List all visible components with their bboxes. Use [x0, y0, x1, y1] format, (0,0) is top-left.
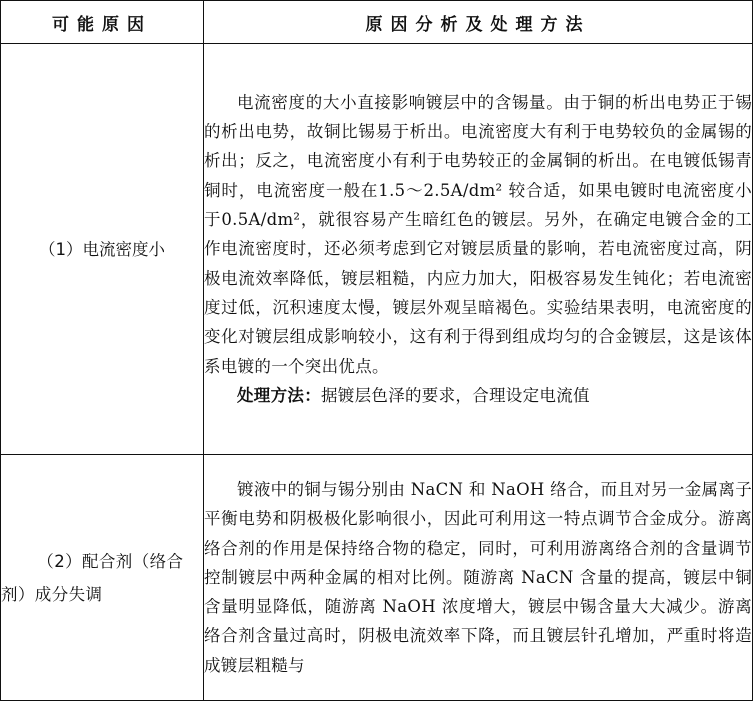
cause-cell	[1, 44, 204, 455]
cause-text: （2）配合剂（络合剂）成分失调	[1, 551, 184, 604]
analysis-text: 镀液中的铜与锡分别由 NaCN 和 NaOH 络合，而且对另一金属离子平衡电势和阴极极化影响很小，因此可利用这一特点调节合金成分。游离络合剂的作用是保持络合物的稳定，同时，可利用游离络合剂的含量调节控制镀层中两种金属的相对比例。随游离 NaCN 含量的提高，镀层中铜含量明显降低，随游离 NaOH 浓度增大，镀层中锡含量大大减少。游离络合剂含量过高时，阴极电流效率下降，而且镀层针孔增加，严重时将造成镀层粗糙与	[204, 479, 752, 675]
method-label: 处理方法：	[237, 385, 321, 405]
header-cause: 可能原因	[1, 1, 204, 44]
cause-cell	[1, 455, 204, 701]
analysis-cell	[204, 455, 753, 701]
method-text: 据镀层色泽的要求，合理设定电流值	[321, 385, 590, 405]
cause-text: （1）电流密度小	[39, 239, 165, 259]
analysis-text: 电流密度的大小直接影响镀层中的含锡量。由于铜的析出电势正于锡的析出电势，故铜比锡易于析出。电流密度大有利于电势较负的金属锡的析出；反之，电流密度小有利于电势较正的金属铜的析出。在电镀低锡青铜时，电流密度一般在1.5～2.5A/dm² 较合适，如果电镀时电流密度小于0.5A/dm²，就很容易产生暗红色的镀层。另外，在确定电镀合金的工作电流密度时，还必须考虑到它对镀层质量的影响，若电流密度过高，阴极电流效率降低，镀层粗糙，内应力加大，阳极容易发生钝化；若电流密度过低，沉积速度太慢，镀层外观呈暗褐色。实验结果表明，电流密度的变化对镀层组成影响较小，这有利于得到组成均匀的合金镀层，这是该体系电镀的一个突出优点。	[204, 92, 752, 376]
table-row	[1, 455, 753, 701]
table-row	[1, 44, 753, 455]
table-header-row	[1, 1, 753, 44]
method-line	[204, 381, 752, 410]
analysis-cell	[204, 44, 753, 455]
header-analysis: 原因分析及处理方法	[204, 1, 753, 44]
